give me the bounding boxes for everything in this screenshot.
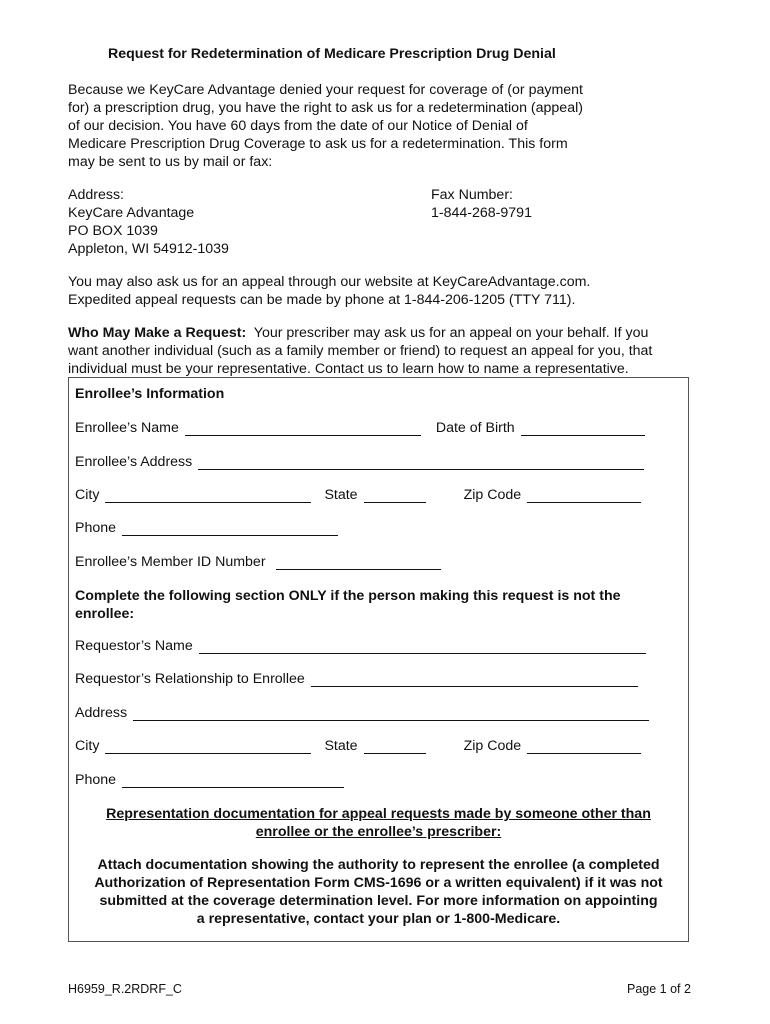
relationship-field[interactable] <box>311 672 638 687</box>
who-paragraph <box>68 324 708 378</box>
enrollee-address-label: Enrollee’s Address <box>75 454 193 470</box>
address-row <box>75 705 649 721</box>
enrollee-address-row <box>75 454 644 470</box>
zip-field[interactable] <box>527 488 641 503</box>
fax-info <box>431 186 532 222</box>
attach-line: Attach documentation showing the authority to represent the enrollee (a completed <box>97 857 660 873</box>
member-id-row <box>75 554 441 570</box>
member-id-label: Enrollee’s Member ID Number <box>75 554 266 570</box>
state-label: State <box>324 738 358 754</box>
phone-label: Phone <box>75 772 117 788</box>
relationship-label: Requestor’s Relationship to Enrollee <box>75 671 305 687</box>
enrollee-name-field[interactable] <box>185 421 421 436</box>
intro-line: for) a prescription drug, you have the right to ask us for a redetermination (appeal) <box>68 100 583 116</box>
state-field-2[interactable] <box>364 739 426 754</box>
phone-row-2 <box>75 772 344 788</box>
city-label: City <box>75 487 100 503</box>
address-label: Address <box>75 705 128 721</box>
section-title <box>75 386 224 402</box>
attach-line: Authorization of Representation Form CMS-1696 or a written equivalent) if it was not <box>94 875 663 891</box>
enrollee-name-row <box>75 420 645 436</box>
city-state-zip-row-2 <box>75 738 641 754</box>
requestor-name-field[interactable] <box>199 639 646 654</box>
enrollee-name-label: Enrollee’s Name <box>75 420 179 436</box>
who-line: want another individual (such as a family member or friend) to request an appeal for you, that <box>68 343 653 359</box>
representation-heading-line: Representation documentation for appeal requests made by someone other than <box>106 806 651 822</box>
phone-field[interactable] <box>122 521 338 536</box>
form-code: H6959_R.2RDRF_C <box>68 982 182 996</box>
intro-line: of our decision. You have 60 days from the date of our Notice of Denial of <box>68 118 528 134</box>
who-line <box>68 324 708 342</box>
section-title-text: Enrollee’s Information <box>75 386 225 402</box>
phone-field-2[interactable] <box>122 773 344 788</box>
dob-field[interactable] <box>521 421 645 436</box>
address-line: Appleton, WI 54912-1039 <box>68 241 229 257</box>
address-line: KeyCare Advantage <box>68 205 195 221</box>
city-field-2[interactable] <box>105 739 311 754</box>
representation-heading-line: enrollee or the enrollee’s prescriber: <box>255 824 502 840</box>
address-line: PO BOX 1039 <box>68 223 158 239</box>
who-text: Your prescriber may ask us for an appeal on your behalf. If you <box>246 325 649 341</box>
dob-label: Date of Birth <box>435 420 515 436</box>
intro-paragraph <box>68 81 708 171</box>
fax-number: 1-844-268-9791 <box>431 205 532 221</box>
intro-line: Medicare Prescription Drug Coverage to ask us for a redetermination. This form <box>68 136 568 152</box>
zip-label: Zip Code <box>463 487 522 503</box>
appeal-line: You may also ask us for an appeal through our website at KeyCareAdvantage.com. <box>68 274 591 290</box>
requestor-note-line: Complete the following section ONLY if the person making this request is not the <box>75 588 621 604</box>
requestor-name-label: Requestor’s Name <box>75 638 193 654</box>
city-field[interactable] <box>105 488 311 503</box>
city-state-zip-row <box>75 487 641 503</box>
address-field[interactable] <box>133 706 649 721</box>
who-heading: Who May Make a Request: <box>68 325 247 341</box>
page-title: Request for Redetermination of Medicare Prescription Drug Denial <box>108 46 556 62</box>
phone-label: Phone <box>75 520 117 536</box>
appeal-paragraph <box>68 273 708 309</box>
state-field[interactable] <box>364 488 426 503</box>
intro-line: Because we KeyCare Advantage denied your request for coverage of (or payment <box>68 82 583 98</box>
fax-label: Fax Number: <box>431 187 513 203</box>
zip-field-2[interactable] <box>527 739 641 754</box>
phone-row <box>75 520 338 536</box>
enrollee-address-field[interactable] <box>198 455 644 470</box>
address-label: Address: <box>68 187 124 203</box>
city-label: City <box>75 738 100 754</box>
state-label: State <box>324 487 358 503</box>
attach-line: a representative, contact your plan or 1-800-Medicare. <box>196 911 561 927</box>
mailing-address <box>68 186 229 258</box>
requestor-note <box>75 587 621 623</box>
zip-label: Zip Code <box>463 738 522 754</box>
attach-line: submitted at the coverage determination level. For more information on appointing <box>99 893 658 909</box>
requestor-name-row <box>75 638 646 654</box>
appeal-line: Expedited appeal requests can be made by phone at 1-844-206-1205 (TTY 711). <box>68 292 576 308</box>
intro-line: may be sent to us by mail or fax: <box>68 154 273 170</box>
representation-heading <box>70 805 687 841</box>
relationship-row <box>75 671 638 687</box>
attach-instructions <box>70 856 687 928</box>
member-id-field[interactable] <box>276 555 441 570</box>
requestor-note-line: enrollee: <box>75 606 135 622</box>
page-number: Page 1 of 2 <box>627 982 691 996</box>
who-line: individual must be your representative. Contact us to learn how to name a representative. <box>68 361 629 377</box>
